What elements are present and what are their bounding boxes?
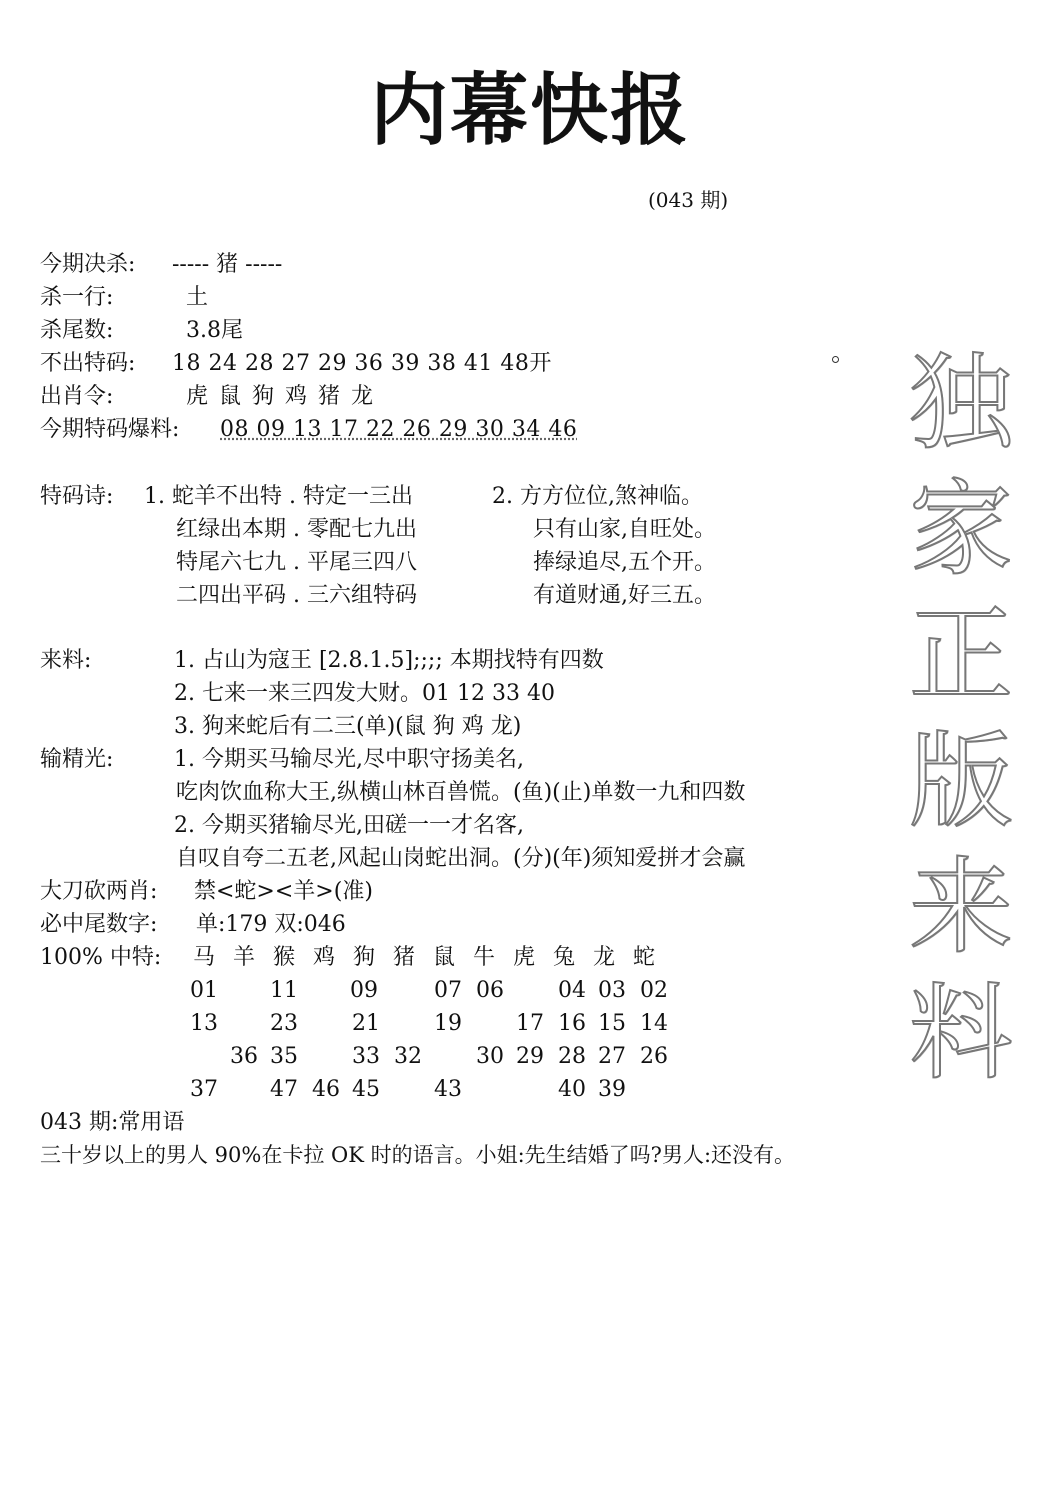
- table-row: [184, 1040, 684, 1073]
- table-cell: 46: [312, 1077, 340, 1102]
- exclusive-watermark: [896, 340, 1026, 1096]
- page-title: 内幕快报: [369, 65, 690, 156]
- table-cell: 37: [190, 1077, 218, 1102]
- poem-1-line: 二四出平码 . 三六组特码: [176, 583, 417, 608]
- table-cell: 39: [598, 1077, 626, 1102]
- table-cell: 15: [598, 1011, 626, 1036]
- watermark-char: 版: [908, 720, 1013, 842]
- table-cell: 06: [476, 978, 504, 1003]
- table-label: 100% 中特:: [40, 945, 162, 970]
- poem-1-line: 红绿出本期 . 零配七九出: [176, 517, 417, 542]
- table-cell: 16: [558, 1011, 586, 1036]
- zodiac-label: 出肖令:: [40, 384, 114, 409]
- table-cell: 30: [476, 1044, 504, 1069]
- not-out-value: 18 24 28 27 29 36 39 38 41 48开: [172, 351, 552, 376]
- poem-1-line: 特尾六七九 . 平尾三四八: [176, 550, 417, 575]
- table-cell: 28: [558, 1044, 586, 1069]
- table-header-cell: 蛇: [632, 945, 655, 970]
- kill-label: 今期决杀:: [40, 252, 136, 277]
- table-row: [184, 1073, 684, 1106]
- kill-row-label: 杀一行:: [40, 285, 114, 310]
- tail-digits-label: 必中尾数字:: [40, 912, 158, 937]
- lose-line: 2. 今期买猪输尽光,田磋一一才名客,: [174, 813, 524, 838]
- table-header-cell: 羊: [232, 945, 255, 970]
- table-header-cell: 猴: [272, 945, 295, 970]
- zodiac-value: 虎 鼠 狗 鸡 猪 龙: [186, 384, 373, 409]
- table-cell: 02: [640, 978, 668, 1003]
- source-item: 2. 七来一来三四发大财。01 12 33 40: [174, 681, 555, 706]
- issue-number: (043 期): [648, 188, 729, 212]
- table-header-cell: 鼠: [432, 945, 455, 970]
- table-header-cell: 牛: [472, 945, 495, 970]
- lose-line: 吃肉饮血称大王,纵横山林百兽慌。(鱼)(止)单数一九和四数: [176, 780, 746, 805]
- table-cell: 43: [434, 1077, 462, 1102]
- table-cell: 11: [270, 978, 298, 1003]
- lose-line: 自叹自夸二五老,风起山岗蛇出洞。(分)(年)须知爱拼才会赢: [176, 846, 746, 871]
- table-cell: 19: [434, 1011, 462, 1036]
- table-header-cell: 兔: [552, 945, 575, 970]
- table-cell: 47: [270, 1077, 298, 1102]
- table-header-cell: 狗: [352, 945, 375, 970]
- table-row: [184, 974, 684, 1007]
- table-cell: 09: [350, 978, 378, 1003]
- tail-digits-value: 单:179 双:046: [196, 912, 346, 937]
- phrase-label: 043 期:常用语: [40, 1110, 185, 1135]
- table-header-cell: 鸡: [312, 945, 335, 970]
- table-cell: 33: [352, 1044, 380, 1069]
- stray-mark: [832, 356, 839, 363]
- watermark-char: 料: [908, 972, 1013, 1094]
- poem-label: 特码诗:: [40, 484, 114, 509]
- big-knife-label: 大刀砍两肖:: [40, 879, 158, 904]
- kill-row-value: 土: [186, 285, 209, 310]
- table-cell: 07: [434, 978, 462, 1003]
- watermark-char: 来: [908, 846, 1013, 968]
- not-out-label: 不出特码:: [40, 351, 136, 376]
- poem-2-line: 有道财通,好三五。: [533, 583, 716, 608]
- table-cell: 17: [516, 1011, 544, 1036]
- phrase-text: 三十岁以上的男人 90%在卡拉 OK 时的语言。小姐:先生结婚了吗?男人:还没有。: [40, 1143, 796, 1167]
- table-header-cell: 马: [192, 945, 215, 970]
- hot-label: 今期特码爆料:: [40, 417, 180, 442]
- lose-label: 输精光:: [40, 747, 114, 772]
- table-cell: 36: [230, 1044, 258, 1069]
- table-cell: 29: [516, 1044, 544, 1069]
- table-cell: 03: [598, 978, 626, 1003]
- table-cell: 32: [394, 1044, 422, 1069]
- source-label: 来料:: [40, 648, 92, 673]
- source-item: 1. 占山为寇王 [2.8.1.5];;;; 本期找特有四数: [174, 648, 604, 673]
- source-item: 3. 狗来蛇后有二三(单)(鼠 狗 鸡 龙): [174, 714, 522, 739]
- table-cell: 23: [270, 1011, 298, 1036]
- table-cell: 27: [598, 1044, 626, 1069]
- big-knife-value: 禁<蛇><羊>(准): [194, 879, 373, 904]
- table-cell: 14: [640, 1011, 668, 1036]
- table-header-cell: 龙: [592, 945, 615, 970]
- table-cell: 13: [190, 1011, 218, 1036]
- kill-value: ----- 猪 -----: [172, 252, 283, 277]
- table-row: [184, 1007, 684, 1040]
- watermark-char: 家: [908, 468, 1013, 590]
- watermark-char: 独: [908, 342, 1013, 464]
- table-header-row: [184, 941, 684, 974]
- table-header-cell: 猪: [392, 945, 415, 970]
- table-cell: 40: [558, 1077, 586, 1102]
- table-cell: 35: [270, 1044, 298, 1069]
- table-cell: 04: [558, 978, 586, 1003]
- watermark-char: 正: [908, 594, 1013, 716]
- kill-tail-label: 杀尾数:: [40, 318, 114, 343]
- poem-2-line: 只有山家,自旺处。: [533, 517, 716, 542]
- kill-tail-value: 3.8尾: [186, 318, 243, 343]
- lose-line: 1. 今期买马输尽光,尽中职守扬美名,: [174, 747, 524, 772]
- hot-value: 08 09 13 17 22 26 29 30 34 46: [220, 417, 578, 442]
- table-cell: 01: [190, 978, 218, 1003]
- table-header-cell: 虎: [512, 945, 535, 970]
- table-cell: 21: [352, 1011, 380, 1036]
- poem-2-line: 捧绿追尽,五个开。: [533, 550, 716, 575]
- table-cell: 26: [640, 1044, 668, 1069]
- table-cell: 45: [352, 1077, 380, 1102]
- poem-1-line: 1. 蛇羊不出特 . 特定一三出: [144, 484, 413, 509]
- poem-2-line: 2. 方方位位,煞神临。: [492, 484, 703, 509]
